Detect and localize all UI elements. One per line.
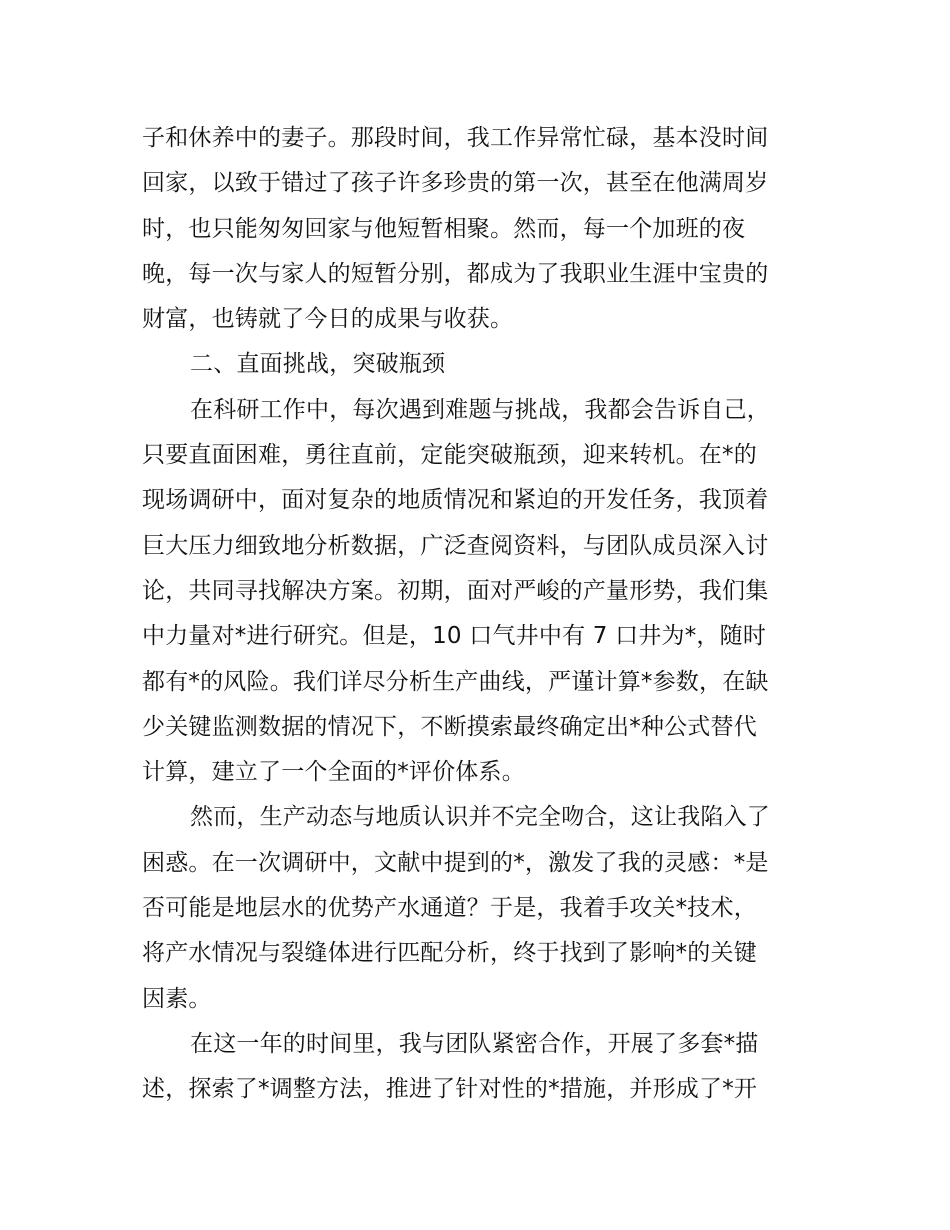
text-line: 只要直面困难，勇往直前，定能突破瓶颈，迎来转机。在*的 [142,442,757,469]
text-line: 困惑。在一次调研中，文献中提到的*，激发了我的灵感：*是 [142,849,769,876]
text-line: 在这一年的时间里，我与团队紧密合作，开展了多套*描 [190,1030,759,1057]
text-line: 否可能是地层水的优势产水通道？于是，我着手攻关*技术， [142,895,757,922]
text-line: 中力量对*进行研究。但是，10 口气井中有 7 口井为*，随时 [142,623,767,650]
section-heading: 二、直面挑战，突破瓶颈 [190,351,446,378]
text-line: 都有*的风险。我们详尽分析生产曲线，严谨计算*参数，在缺 [142,668,769,695]
text-line: 少关键监测数据的情况下，不断摸索最终确定出*种公式替代 [142,713,757,740]
text-line: 子和休养中的妻子。那段时间，我工作异常忙碌，基本没时间 [142,125,769,151]
text-line: 然而，生产动态与地质认识并不完全吻合，这让我陷入了 [190,804,770,831]
text-line: 时，也只能匆匆回家与他短暂相聚。然而，每一个加班的夜 [142,215,746,242]
text-line: 财富，也铸就了今日的成果与收获。 [142,306,514,333]
text-line: 在科研工作中，每次遇到难题与挑战，我都会告诉自己， [190,396,770,423]
text-line: 计算，建立了一个全面的*评价体系。 [142,759,525,786]
text-line: 因素。 [142,985,212,1012]
text-line: 述，探索了*调整方法，推进了针对性的*措施，并形成了*开 [142,1076,758,1103]
text-line: 回家，以致于错过了孩子许多珍贵的第一次，甚至在他满周岁 [142,170,769,197]
text-line: 晚，每一次与家人的短暂分别，都成为了我职业生涯中宝贵的 [142,260,769,287]
text-line: 论，共同寻找解决方案。初期，面对严峻的产量形势，我们集 [142,577,769,604]
text-line: 巨大压力细致地分析数据，广泛查阅资料，与团队成员深入讨 [142,532,769,559]
text-line: 现场调研中，面对复杂的地质情况和紧迫的开发任务，我顶着 [142,487,769,514]
document-body [142,116,810,1113]
text-line: 将产水情况与裂缝体进行匹配分析，终于找到了影响*的关键 [142,940,757,967]
